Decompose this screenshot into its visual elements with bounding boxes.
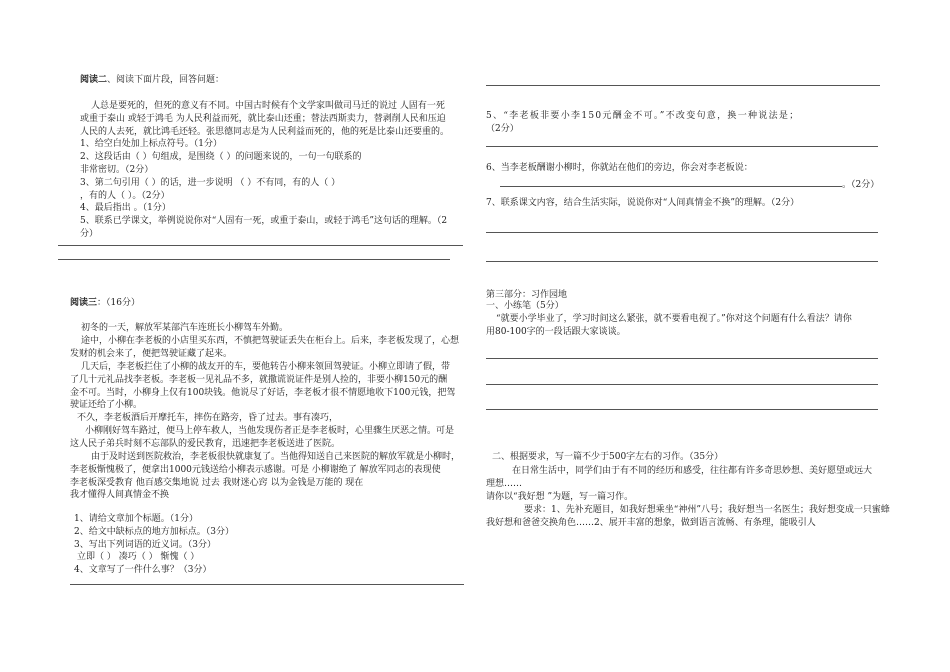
- reading3-passage-line: 由于及时送到医院救治，李老板很快就康复了。当他得知送自己来医院的解放军就是小柳时，: [91, 452, 461, 462]
- reading2-question: 3、第二句引用（ ）的话，进一步说明 （ ）不有同，有的人（ ）: [80, 178, 341, 188]
- practice-line: 用80-100字的一段话跟大家谈谈。: [486, 327, 626, 337]
- reading3-heading-rest: ：（16分）: [97, 298, 140, 308]
- right-question-5: 5、“李老板非要小李150元酬金不可。”不改变句意，换一种说法是；: [486, 111, 800, 121]
- essay-line: 要求：1、先补充题目，如我好想乘坐“神州”八号；我好想当一名医生；我好想变成一只蜜蜂: [524, 505, 890, 515]
- answer-line: [486, 358, 878, 359]
- reading2-heading-rest: 、阅读下面片段，回答问题：: [107, 75, 225, 85]
- reading3-passage-line: 这人民子弟兵时刻不忘部队的爱民教育，迅速把李老板送进了医院。: [70, 439, 341, 449]
- part3-title: 第三部分：习作园地: [486, 290, 568, 300]
- reading3-passage-line: 发财的机会来了，便把驾驶证藏了起来。: [70, 349, 233, 359]
- reading2-passage-line: 人总是要死的，但死的意义有不同。中国古时候有个文学家叫做司马迁的说过 人固有一死: [91, 101, 445, 111]
- reading3-passage-line: 途中，小柳在李老板的小店里买东西，不慎把驾驶证丢失在柜台上。后来，李老板发现了，心想: [81, 336, 460, 346]
- reading3-heading: [70, 298, 140, 309]
- answer-line: [486, 146, 878, 147]
- reading2-question: 5、联系已学课文，举例说说你对“人固有一死，或重于泰山，或轻于鸿毛”这句话的理解。（2: [80, 216, 448, 226]
- answer-line: [486, 232, 878, 233]
- reading2-heading: [80, 75, 224, 86]
- reading3-passage-line: 驶证还给了小柳。: [70, 400, 143, 410]
- reading3-question: 4、文章写了一件什么事？（3分）: [74, 565, 212, 575]
- reading2-question: 4、最后指出 。（1分）: [80, 203, 171, 213]
- right-question-6-score: 。（2分）: [842, 180, 880, 190]
- reading2-question: 分）: [80, 229, 99, 239]
- right-question-7: 7、联系课文内容，结合生活实际，说说你对“人间真情金不换”的理解。（2分）: [486, 198, 800, 208]
- essay-line: 理想……: [486, 479, 523, 489]
- answer-line: [486, 85, 880, 86]
- right-question-6: 6、当李老板酬谢小柳时，你就站在他们的旁边，你会对李老板说：: [486, 163, 753, 173]
- essay-line: 我好想和爸爸交换角色……2、展开丰富的想象，做到语言流畅、有条理，能吸引人: [486, 518, 816, 528]
- reading3-question: 2、给文中缺标点的地方加标点。（3分）: [74, 527, 234, 537]
- reading2-passage-line: 人民的人去死，就比鸿毛还轻。张思德同志是为人民利益而死的，他的死是比泰山还要重的。: [80, 127, 450, 137]
- answer-line: [58, 245, 463, 246]
- essay-line: 在日常生活中，同学们由于有不同的经历和感受，往往都有许多奇思妙想、美好愿望或远大: [512, 466, 873, 476]
- reading2-heading-bold: 阅读二: [80, 75, 108, 85]
- answer-line: [486, 261, 878, 262]
- answer-line: [500, 186, 842, 187]
- practice-line: “就要小学毕业了，学习时间这么紧张，就不要看电视了。”你对这个问题有什么看法？请你: [496, 314, 852, 324]
- part3-sub1: 一、小练笔（5分）: [486, 301, 564, 311]
- answer-line: [58, 259, 450, 260]
- reading3-passage-line: 了几十元礼品找李老板。李老板一见礼品不多，就撒谎说证件是别人捡的，非要小柳150元的酬: [70, 375, 448, 385]
- reading2-question: 2、这段话由（ ）句组成，是围绕（ ）的问题来说的，一句一句联系的: [80, 152, 362, 162]
- reading3-heading-bold: 阅读三: [70, 298, 98, 308]
- reading3-passage-line: 我才懂得人间真情金不换: [70, 490, 170, 500]
- answer-line: [70, 584, 464, 585]
- reading3-passage-line: 金不可。当时，小柳身上仅有100块钱。他说尽了好话，李老板才很不情愿地收下100元钱，把驾: [70, 388, 456, 398]
- essay-line: 请你以“我好想 ”为题，写一篇习作。: [486, 492, 634, 502]
- answer-line: [486, 409, 878, 410]
- reading3-passage-line: 李老板惭愧极了，便拿出1000元钱送给小柳表示感谢。可是 小柳谢绝了 解放军同志的表现使: [70, 465, 441, 475]
- right-question-5-score: （2分）: [486, 124, 519, 134]
- reading3-question: 1、请给文章加个标题。（1分）: [74, 514, 198, 524]
- reading3-question: 3、写出下列词语的近义词。（3分）: [74, 540, 216, 550]
- reading3-passage-line: 不久，李老板酒后开摩托车，摔伤在路旁，昏了过去。事有凑巧，: [77, 413, 339, 423]
- reading2-question: ，有的人（ ）。（2分）: [80, 191, 170, 201]
- answer-line: [486, 384, 878, 385]
- reading2-passage-line: 或重于泰山 或轻于鸿毛 为人民利益而死，就比泰山还重；替法西斯卖力，替剥削人民和压迫: [80, 114, 446, 124]
- reading3-passage-line: 李老板深受教育 他百感交集地说 过去 我财迷心窍 以为金钱是万能的 现在: [70, 478, 364, 488]
- reading3-question: 立即（ ） 凑巧（ ） 惭愧（ ）: [77, 552, 200, 562]
- reading3-passage-line: 几天后，李老板拦住了小柳的战友开的车，要他转告小柳来领回驾驶证。小柳立即请了假，带: [81, 362, 451, 372]
- reading3-passage-line: 初冬的一天，解放军某部汽车连班长小柳驾车外勤。: [81, 323, 289, 333]
- reading2-question: 1、给空白处加上标点符号。（1分）: [80, 139, 222, 149]
- reading2-question: 非常密切。（2分）: [80, 165, 154, 175]
- part3-sub2: 二、根据要求，写一篇不少于500字左右的习作。（35分）: [492, 452, 724, 462]
- reading3-passage-line: 小柳刚好驾车路过，便马上停车救人，当他发现伤者正是李老板时，心里骤生厌恶之情。可是: [85, 426, 455, 436]
